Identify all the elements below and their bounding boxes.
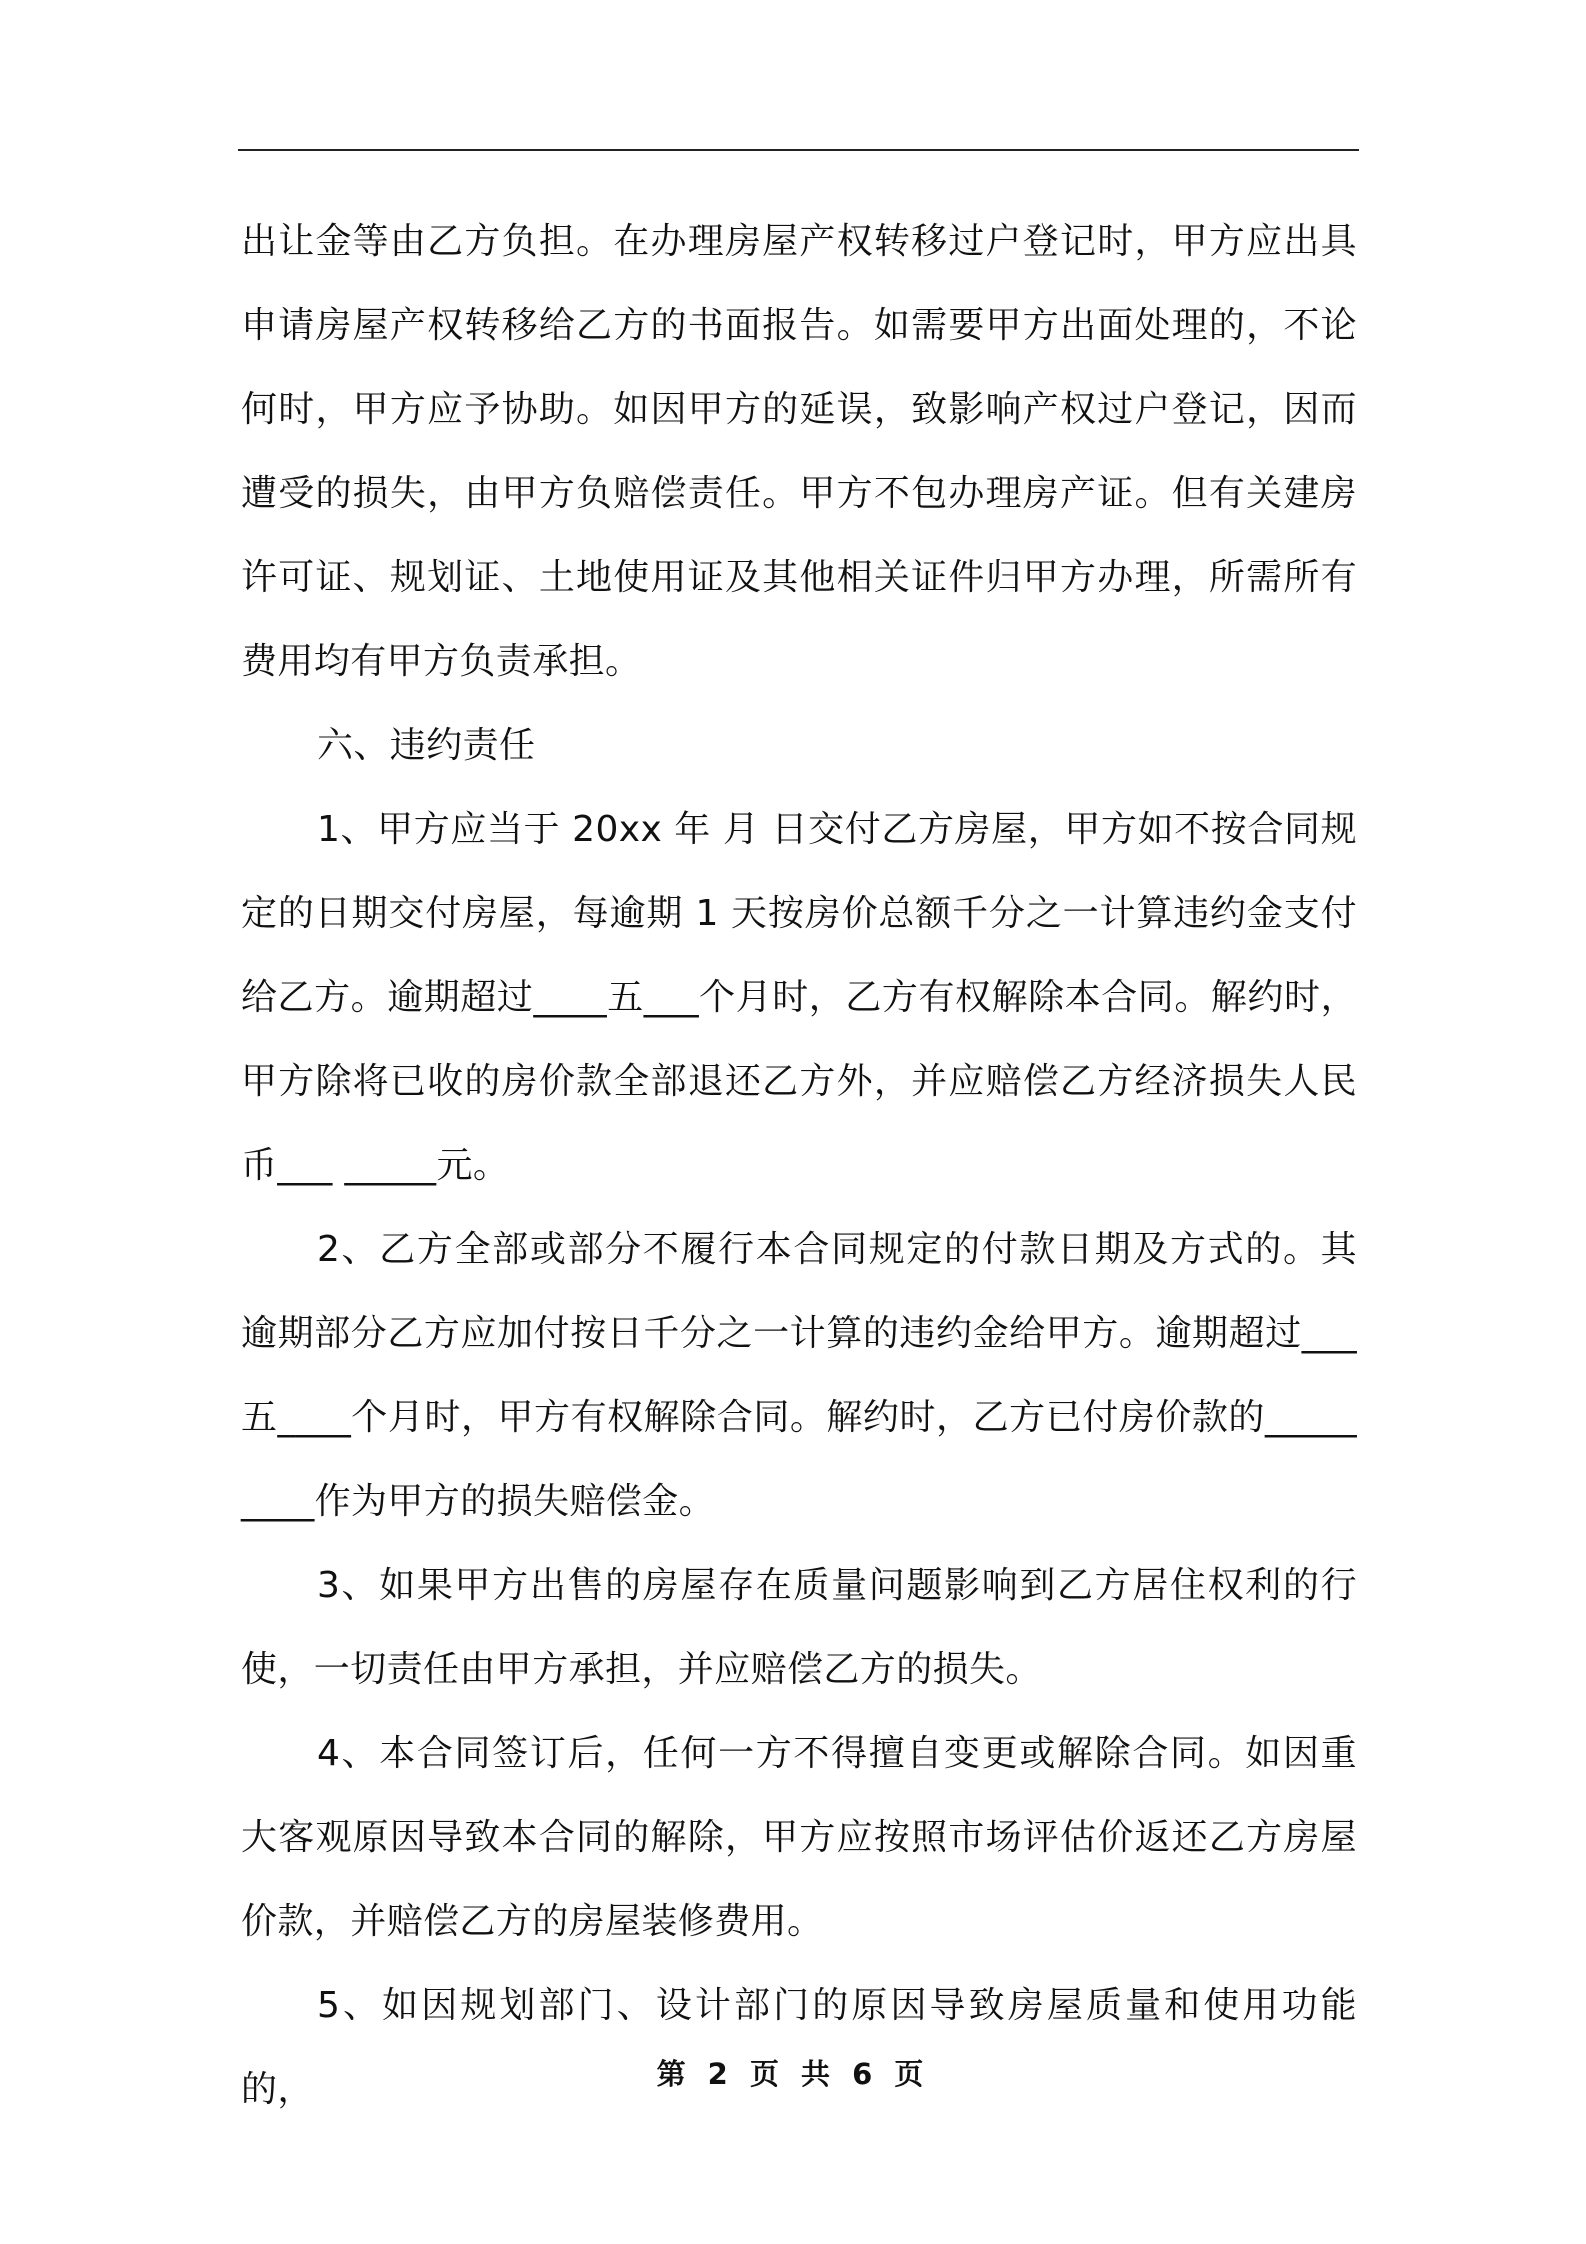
page-number-footer: 第 2 页 共 6 页 — [656, 2057, 930, 2091]
body-text — [241, 200, 1357, 2132]
clause-5: 5、如因规划部门、设计部门的原因导致房屋质量和使用功能的， — [241, 1985, 1357, 2110]
header-rule — [238, 149, 1359, 151]
clause-3: 3、如果甲方出售的房屋存在质量问题影响到乙方居住权利的行使，一切责任由甲方承担，并应赔偿乙方的损失。 — [241, 1565, 1357, 1690]
clause-2: 2、乙方全部或部分不履行本合同规定的付款日期及方式的。其逾期部分乙方应加付按日千分之一计算的违约金给甲方。逾期超过___五____个月时，甲方有权解除合同。解约时，乙方已付房价款的_________作为甲方的损失赔偿金。 — [241, 1229, 1357, 1522]
paragraph-continuation: 出让金等由乙方负担。在办理房屋产权转移过户登记时，甲方应出具申请房屋产权转移给乙方的书面报告。如需要甲方出面处理的，不论何时，甲方应予协助。如因甲方的延误，致影响产权过户登记，因而遭受的损失，由甲方负赔偿责任。甲方不包办理房产证。但有关建房许可证、规划证、土地使用证及其他相关证件归甲方办理，所需所有费用均有甲方负责承担。 — [241, 221, 1357, 682]
clause-4: 4、本合同签订后，任何一方不得擅自变更或解除合同。如因重大客观原因导致本合同的解除，甲方应按照市场评估价返还乙方房屋价款，并赔偿乙方的房屋装修费用。 — [241, 1733, 1357, 1942]
clause-1: 1、甲方应当于 20xx 年 月 日交付乙方房屋，甲方如不按合同规定的日期交付房屋，每逾期 1 天按房价总额千分之一计算违约金支付给乙方。逾期超过____五___个月时，乙方有权解除本合同。解约时，甲方除将已收的房价款全部退还乙方外，并应赔偿乙方经济损失人民币___ _____元。 — [241, 809, 1357, 1186]
section-heading-breach: 六、违约责任 — [317, 725, 536, 766]
